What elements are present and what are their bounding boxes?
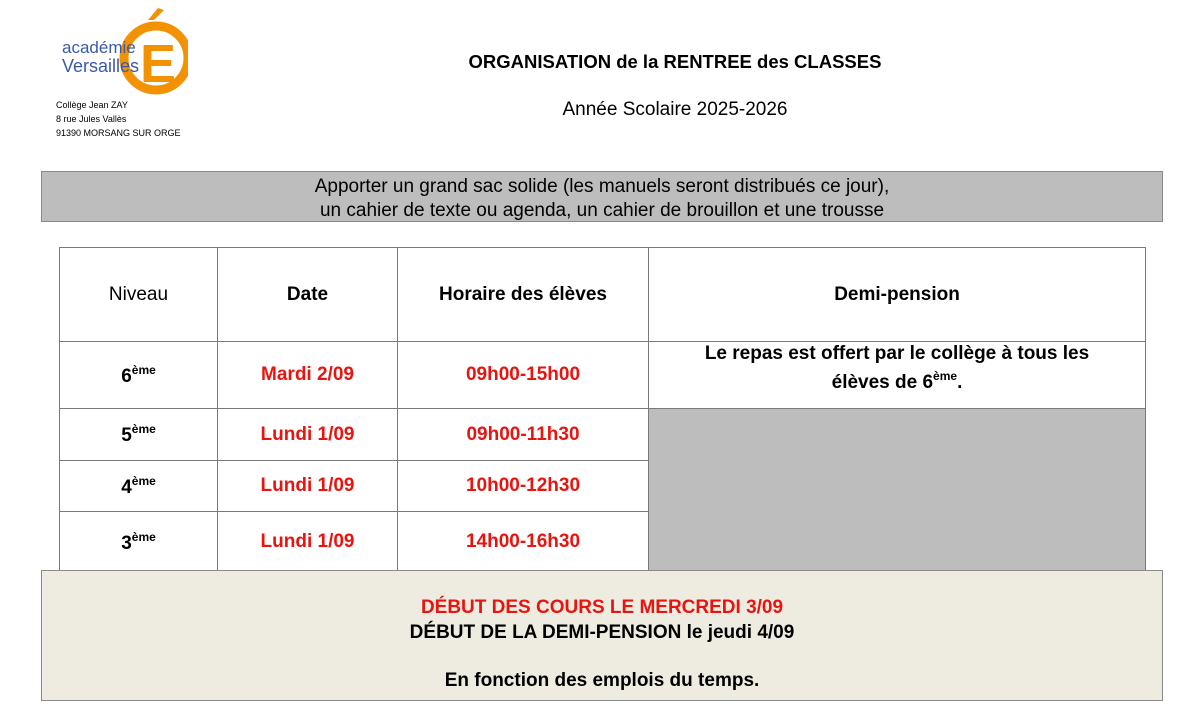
hours-cell: 09h00-11h30 <box>398 409 649 461</box>
level-number: 5 <box>121 425 132 446</box>
meal-note-cell <box>649 342 1146 409</box>
notice-line-1: Apporter un grand sac solide (les manuels seront distribués ce jour), <box>314 176 890 197</box>
level-cell <box>60 512 218 573</box>
footer-notice <box>41 570 1163 701</box>
level-number: 4 <box>121 476 132 498</box>
header-niveau: Niveau <box>60 248 218 342</box>
notice-line-2: un cahier de texte ou agenda, un cahier de brouillon et une trousse <box>319 200 885 221</box>
header-date: Date <box>218 248 398 342</box>
timetable-note: En fonction des emplois du temps. <box>444 670 760 691</box>
svg-text:E: E <box>140 34 177 94</box>
logo-wordmark <box>62 38 139 76</box>
header-demi-pension: Demi-pension <box>649 248 1146 342</box>
level-cell <box>60 461 218 512</box>
level-suffix: ème <box>131 529 156 544</box>
school-city: 91390 MORSANG SUR ORGE <box>56 128 181 138</box>
level-suffix: ème <box>131 362 156 377</box>
hours-cell: 09h00-15h00 <box>398 342 649 409</box>
level-cell <box>60 342 218 409</box>
header-horaire: Horaire des élèves <box>398 248 649 342</box>
meal-note-line-2: élèves de 6 <box>831 372 934 393</box>
classes-start-notice: DÉBUT DES COURS LE MERCREDI 3/09 <box>420 597 784 618</box>
date-cell: Lundi 1/09 <box>218 512 398 573</box>
school-address <box>56 98 181 140</box>
hours-cell: 10h00-12h30 <box>398 461 649 512</box>
canteen-start-notice: DÉBUT DE LA DEMI-PENSION le jeudi 4/09 <box>409 622 795 643</box>
hours-cell: 14h00-16h30 <box>398 512 649 573</box>
supplies-notice <box>41 171 1163 222</box>
level-number: 3 <box>121 532 132 554</box>
logo-line-academie: académie <box>62 38 136 57</box>
level-suffix: ème <box>131 473 156 488</box>
schedule-table <box>59 247 1146 573</box>
level-cell <box>60 409 218 461</box>
page-title: ORGANISATION de la RENTREE des CLASSES <box>468 51 882 72</box>
level-number: 6 <box>121 365 132 387</box>
date-cell: Mardi 2/09 <box>218 342 398 409</box>
level-suffix: ème <box>131 422 156 436</box>
logo-line-versailles: Versailles <box>62 56 140 76</box>
academie-versailles-logo <box>58 6 188 96</box>
date-cell: Lundi 1/09 <box>218 461 398 512</box>
meal-note-end: . <box>957 372 963 393</box>
school-street: 8 rue Jules Vallès <box>56 114 127 124</box>
grey-empty-cell <box>649 409 1146 573</box>
school-year: Année Scolaire 2025-2026 <box>562 99 788 120</box>
meal-note-suffix: ème <box>933 369 958 383</box>
school-name: Collège Jean ZAY <box>56 100 128 110</box>
table-header-row <box>60 248 1146 342</box>
table-row <box>60 409 1146 461</box>
date-cell: Lundi 1/09 <box>218 409 398 461</box>
table-row <box>60 342 1146 409</box>
meal-note-line-1: Le repas est offert par le collège à tous les <box>704 343 1090 364</box>
